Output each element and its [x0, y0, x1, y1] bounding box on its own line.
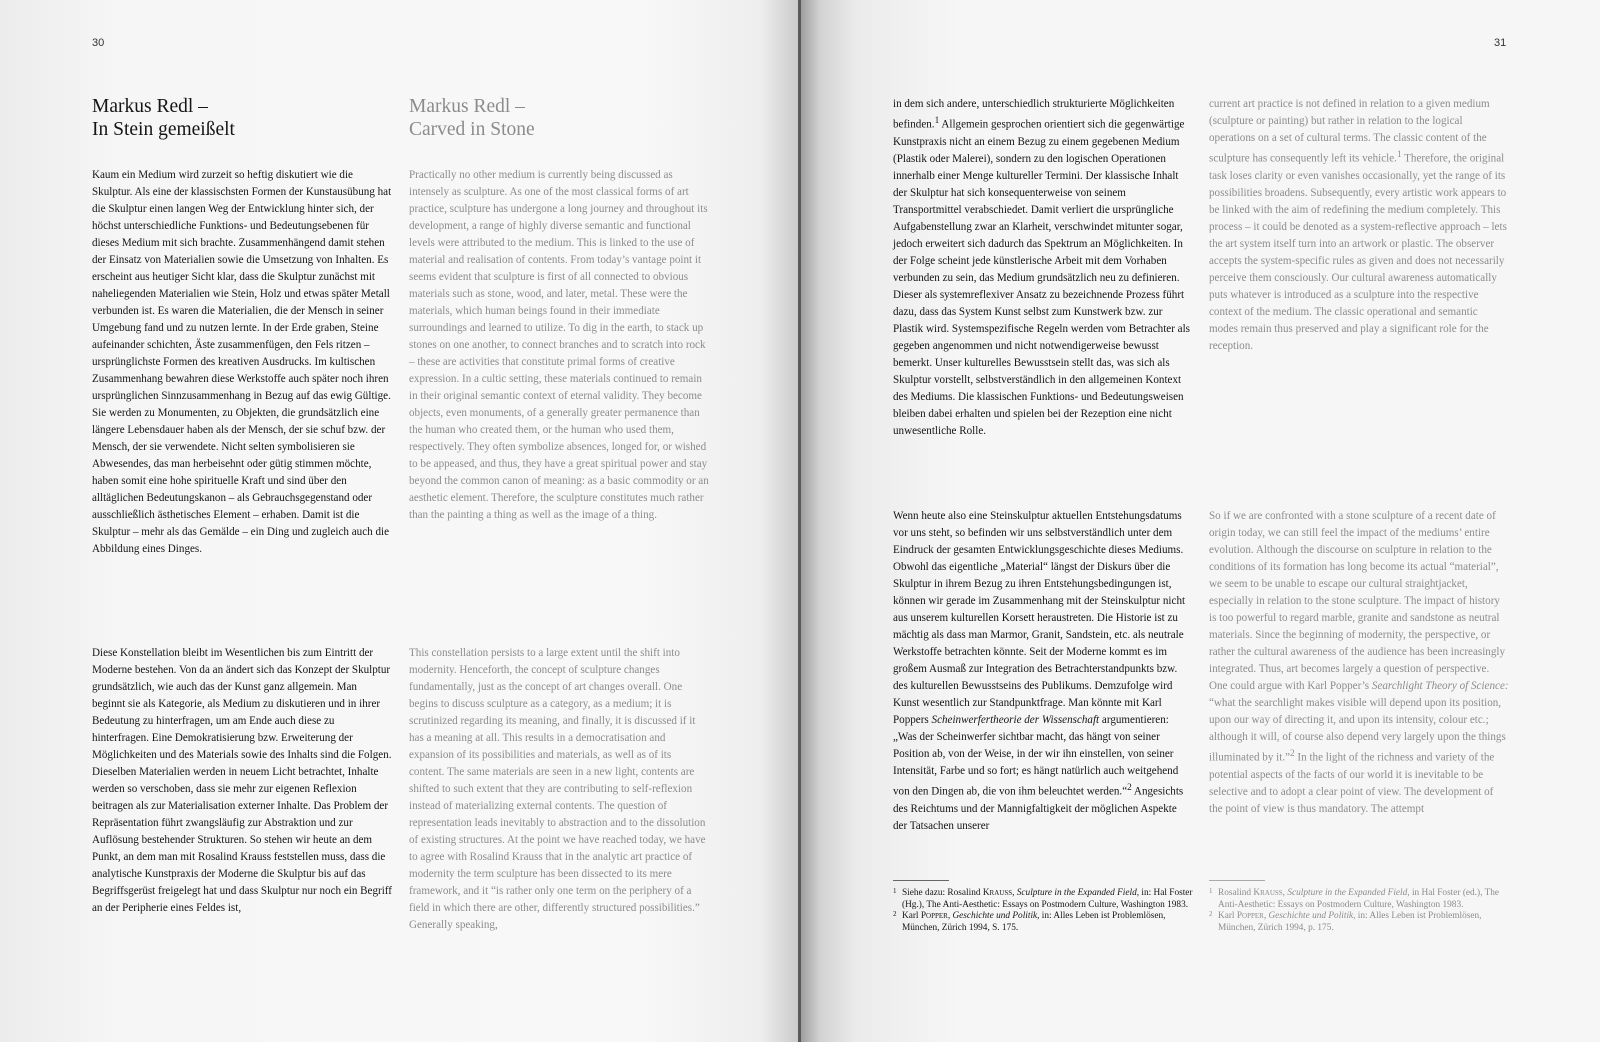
german-footnote-1-text-b: , in: Hal Foster (Hg.), The Anti-Aesthetic: Essays on Postmodern Culture, Washington 1983. — [902, 888, 1193, 910]
english-paragraph-1-text: Practically no other medium is currently being discussed as intensely as sculpture. As one of the most classical forms of art practice, sculpture has undergone a long journey and throughout its development, a range of highly diverse semantic and functional levels were attributed to the medium. This is linked to the use of material and realisation of contents. From today’s vantage point it seems evident that sculpture is first of all connected to obvious materials such as stone, wood, and later, metal. These were the materials, which human beings found in their immediate surroundings and learned to utilize. To dig in the earth, to stack up stones on one another, to connect branches and to scratch into rock – these are activities that constitute primal forms of creative expression. In a cultic setting, these materials continued to remain in their original semantic context of eternal validity. They become objects, even monuments, of a generally greater permanence than the human who created them, or the human who used them, respectively. They often symbolize absences, longed for, or wished to be appeased, and thus, they have a great spiritual power and stay beyond the common canon of meaning: as a basic commodity or an aesthetic element. Therefore, the sculpture constitutes much rather than the painting a thing as well as the image of a thing. — [409, 169, 709, 521]
english-paragraph-3-text-b: Therefore, the original task loses clarity or even vanishes occasionally, yet the range of its possibilities broadens. Subsequently, every artistic work appears to be linked with the aim of redefining the medium completely. This process – it could be denoted as a system-reflective approach – lets the art system itself turn into an artwork or plastic. The observer accepts the system-specific rules as given and does not necessarily perceive them consciously. Our cultural awareness automatically puts whatever is introduced as a sculpture into the respective context of the medium. The classic operational and semantic modes remain thus preserved and play a significant role for the reception. — [1209, 152, 1507, 352]
english-footnote-1-number: 1 — [1209, 887, 1213, 895]
german-paragraph-2 — [92, 645, 392, 917]
german-footnote-1-author: Krauss — [982, 888, 1013, 898]
german-paragraph-4-text-c: Angesichts des Reichtums und der Mannigfaltigkeit der möglichen Aspekte der Tatsachen unserer — [893, 785, 1184, 832]
german-footnote-2-text-a: Karl — [902, 911, 921, 921]
english-footnote-1-author: Krauss — [1253, 888, 1283, 898]
german-paragraph-4-italic: Scheinwerfertheorie der Wissenschaft — [931, 714, 1100, 726]
english-footnote-2-text-a: Karl — [1218, 911, 1237, 921]
footnote-divider-german — [893, 880, 949, 881]
german-footnote-1-sep: , — [1012, 888, 1017, 898]
german-footnote-2 — [893, 911, 1193, 934]
german-paragraph-2-text: Diese Konstellation bleibt im Wesentlichen bis zum Eintritt der Moderne bestehen. Von da an ändert sich das Konzept der Skulptur grundsätzlich, wie auch das der Kunst ganz allgemein. Man beginnt sie als Kategorie, als Medium zu diskutieren und in ihrer Bedeutung zu hinterfragen, um am Ende auch diese zu hinterfragen. Eine Demokratisierung bzw. Erweiterung der Möglichkeiten und des Materials sowie des Inhalts sind die Folgen. Dieselben Materialien werden in neuem Licht betrachtet, Inhalte werden so verschoben, dass sie mehr zur eigenen Reflexion beitragen als zur Materialisation externer Inhalte. Das Problem der Repräsentation führt zwangsläufig zur Abstraktion und zur Auflösung bestehender Strukturen. So stehen wir heute an dem Punkt, an dem man mit Rosalind Krauss feststellen muss, dass die analytische Kunstpraxis der Moderne die Skulptur bis auf das Begriffsgerüst freigelegt hat und dass Skulptur nur noch ein Begriff an der Peripherie eines Feldes ist, — [92, 647, 392, 914]
english-footnote-1-text-a: Rosalind — [1218, 888, 1254, 898]
english-footnote-1-sep: , — [1282, 888, 1288, 898]
german-footnote-2-text-b: , in: Alles Leben ist Problemlösen, München, Zürich 1994, S. 175. — [902, 911, 1166, 933]
german-paragraph-4 — [893, 508, 1193, 835]
english-paragraph-2 — [409, 645, 709, 934]
english-paragraph-4-text-b: “what the searchlight makes visible will depend upon its position, upon our way of directing it, and upon its intensity, colour etc.; although it will, of course also depend very largely upon the things illuminated by it.” — [1209, 697, 1506, 764]
german-title — [92, 95, 392, 141]
english-footnote-2-author: Popper — [1236, 911, 1264, 921]
english-footnote-1-title: Sculpture in the Expanded Field — [1287, 888, 1408, 898]
english-title-line-2: Carved in Stone — [409, 119, 535, 140]
english-footnote-2-number: 2 — [1209, 910, 1213, 918]
german-title-line-2: In Stein gemeißelt — [92, 119, 235, 140]
german-footnote-1-text-a: Siehe dazu: Rosalind — [902, 888, 983, 898]
german-paragraph-3 — [893, 96, 1193, 440]
english-paragraph-4-text-a: So if we are confronted with a stone sculpture of a recent date of origin today, we can still feel the impact of the mediums’ entire evolution. Although the discourse on sculpture in relation to the conditions of its formation has long become its actual “material”, we seem to be unable to escape our cultural straightjacket, especially in relation to the stone sculpture. The impact of history is too powerful to regard marble, granite and sandstone as neutral materials. Since the beginning of modernity, the perspective, or rather the cultural awareness of the audience has been increasingly integrated. Thus, art becomes largely a question of perspective. One could argue with Karl Popper’s — [1209, 510, 1506, 692]
german-footnote-1 — [893, 888, 1193, 911]
english-paragraph-4 — [1209, 508, 1509, 818]
german-paragraph-3-text-b: Allgemein gesprochen orientiert sich die gegenwärtige Kunstpraxis nicht an einem Bezug zu einem gegebenen Medium (Plastik oder Malerei), sondern zu den logischen Operationen innerhalb einer Menge kultureller Termini. Der klassische Inhalt der Skulptur hat sich konsequenterweise von seinem Transportmittel verabschiedet. Damit verliert die ursprüngliche Aufgabenstellung zwar an Klarheit, verschwindet mitunter sogar, jedoch erweitert sich dadurch das Spektrum an Möglichkeiten. In der Folge scheint jede künstlerische Arbeit mit dem Vorhaben verbunden zu sein, das Medium grundsätzlich neu zu definieren. Dieser als systemreflexiver Ansatz zu bezeichnende Prozess führt dazu, dass das System Kunst selbst zum Kunstwerk bzw. zur Plastik wird. Systemspezifische Regeln werden vom Betrachter als gegeben angenommen und nicht notwendigerweise bewusst bemerkt. Unser kulturelles Bewusstsein stellt das, was sich als Skulptur vorstellt, selbstverständlich in den allgemeinen Kontext des Mediums. Die klassischen Funktions- und Bedeutungsweisen bleiben dabei erhalten und spielen bei der Rezeption eine nicht unwesentliche Rolle. — [893, 118, 1190, 437]
english-footnotes — [1209, 888, 1509, 934]
footnote-ref-1[interactable]: 1 — [934, 116, 940, 126]
page-number-left: 30 — [92, 37, 105, 49]
english-footnote-1 — [1209, 888, 1509, 911]
german-paragraph-4-text-a: Wenn heute also eine Steinskulptur aktuellen Entstehungsdatums vor uns steht, so befinden wir uns selbstverständlich unter dem Eindruck der gesamten Entwicklungsgeschichte dieses Mediums. Obwohl das eigentliche „Material“ längst der Diskurs über die Skulptur in ihrem Bezug zu ihren Entstehungsbedingungen ist, können wir gerade im Zusammenhang mit der Steinskulptur nicht aus unserem kulturellen Korsett heraustreten. Die Historie ist zu mächtig als dass man Marmor, Granit, Sandstein, etc. als neutrale Werkstoffe betrachten könnte. Seit der Moderne kommt es im großem Ausmaß zur Integration des Betrachterstandpunkts bzw. des kulturellen Bewusstseins des Publikums. Demzufolge wird Kunst wesentlich zur Standpunktfrage. Man könnte mit Karl Poppers — [893, 510, 1186, 726]
german-paragraph-4-text-b: argumentieren: „Was der Scheinwerfer sichtbar macht, das hängt von seiner Position ab, von der Weise, in der wir ihn einstellen, von seiner Intensität, Farbe und so fort; es hängt natürlich auch weitgehend von den Dingen ab, die von ihm beleuchtet werden.“ — [893, 714, 1179, 798]
right-page — [800, 0, 1600, 1042]
english-paragraph-3 — [1209, 96, 1509, 355]
german-paragraph-3-text-a: in dem sich andere, unterschiedlich strukturierte Möglichkeiten befinden. — [893, 98, 1175, 131]
english-footnote-2 — [1209, 911, 1509, 934]
german-footnote-2-author: Popper — [920, 911, 948, 921]
english-paragraph-4-text-c: In the light of the richness and variety of the potential aspects of the facts of our world it is inevitable to be selective and to adopt a clear point of view. The development of the point of view is thus mandatory. The attempt — [1209, 751, 1495, 815]
book-gutter — [798, 0, 801, 1042]
german-footnote-2-title: Geschichte und Politik — [952, 911, 1038, 921]
english-title-line-1: Markus Redl – — [409, 96, 525, 117]
page-number-right: 31 — [1494, 37, 1507, 49]
english-footnote-2-sep: , — [1263, 911, 1269, 921]
german-paragraph-1 — [92, 167, 392, 558]
english-footnote-2-text-b: , in: Alles Leben ist Problemlösen, München, Zürich 1994, p. 175. — [1218, 911, 1482, 933]
english-paragraph-1 — [409, 167, 709, 524]
german-title-line-1: Markus Redl – — [92, 96, 208, 117]
footnote-ref-2-en[interactable]: 2 — [1290, 749, 1295, 759]
german-footnote-1-title: Sculpture in the Expanded Field — [1016, 888, 1137, 898]
german-footnotes — [893, 888, 1193, 934]
german-footnote-1-number: 1 — [893, 887, 897, 895]
footnote-divider-english — [1209, 880, 1265, 881]
english-footnote-1-text-b: , in Hal Foster (ed.), The Anti-Aesthetic: Essays on Postmodern Culture, Washington 1983. — [1218, 888, 1500, 910]
english-paragraph-4-italic: Searchlight Theory of Science: — [1371, 680, 1509, 692]
footnote-ref-1-en[interactable]: 1 — [1396, 150, 1402, 160]
german-paragraph-1-text: Kaum ein Medium wird zurzeit so heftig diskutiert wie die Skulptur. Als eine der klassischsten Formen der Kunstausübung hat die Skulptur einen langen Weg der Entwicklung hinter sich, der höchst unterschiedliche Funktions- und Bedeutungsebenen für dieses Medium mit sich brachte. Zusammenhängend damit stehen der Einsatz von Materialien sowie die Umsetzung von Inhalten. Es erscheint aus heutiger Sicht klar, dass die Skulptur zunächst mit naheliegenden Materialien wie Stein, Holz und etwas später Metall verbunden ist. Es waren die Materialien, die der Mensch in seiner Umgebung fand und zu nutzen lernte. In der Erde graben, Steine aufeinander schichten, Äste zusammenfügen, den Fels ritzen – ursprünglichste Formen des kreativen Ausdrucks. Im kultischen Zusammenhang bewahren diese Werkstoffe auch später noch ihren ursprünglichen Sinnzusammenhang in Bezug auf das ewig Gültige. Sie werden zu Monumenten, zu Objekten, die grundsätzlich eine längere Lebensdauer haben als der Mensch, der sie schuf bzw. der Mensch, der sie verwendete. Nicht selten symbolisieren sie Abwesendes, das man herbeisehnt oder gütig stimmen möchte, haben somit eine hohe spirituelle Kraft und sind über den alltäglichen Bedeutungskanon – als Gebrauchsgegenstand oder ausschließlich ästhetisches Element – erhaben. Damit ist die Skulptur – mehr als das Gemälde – ein Ding und zugleich auch die Abbildung eines Dinges. — [92, 169, 392, 555]
english-paragraph-2-text: This constellation persists to a large extent until the shift into modernity. Henceforth, the concept of sculpture changes fundamentally, just as the concept of art changes overall. One begins to discuss sculpture as a category, as a medium; it is scrutinized regarding its meaning, and finally, it is discussed if it has a meaning at all. This results in a democratisation and expansion of its possibilities and materials, as well as of its content. The same materials are seen in a new light, contents are shifted to such extent that they are contributing to self-reflexion instead of materializing external contents. The question of representation leads inevitably to abstraction and to the dissolution of existing structures. At the point we have reached today, we have to agree with Rosalind Krauss that in the analytic art practice of modernity the term sculpture has been dissected to its mere framework, and it “is rather only one term on the periphery of a field in which there are other, differently structured possibilities.” Generally speaking, — [409, 647, 706, 931]
english-title — [409, 95, 709, 141]
footnote-ref-2[interactable]: 2 — [1127, 783, 1132, 793]
german-footnote-2-sep: , — [947, 911, 953, 921]
german-footnote-2-number: 2 — [893, 910, 897, 918]
english-footnote-2-title: Geschichte und Politik — [1268, 911, 1354, 921]
english-paragraph-3-text-a: current art practice is not defined in relation to a given medium (sculpture or painting) but rather in relation to the logical operations on a set of cultural terms. The classic content of the sculpture has consequently left its vehicle. — [1209, 98, 1490, 165]
